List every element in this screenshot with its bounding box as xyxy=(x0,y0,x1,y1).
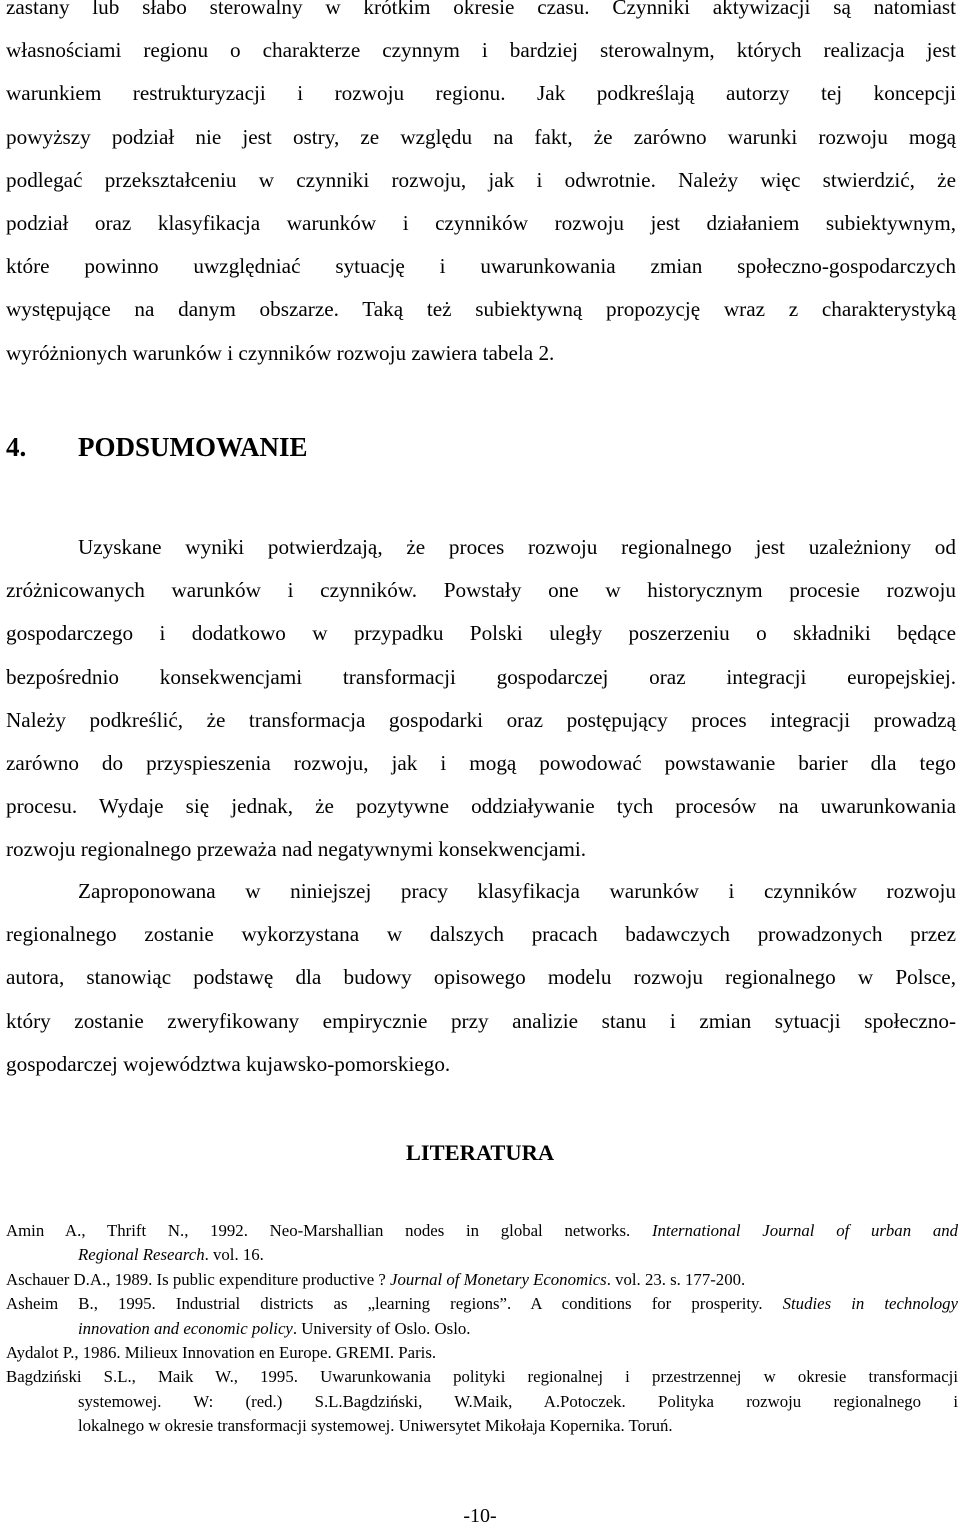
reference-item xyxy=(6,1268,958,1292)
reference-text: Aydalot P., 1986. Milieux Innovation en Europe. GREMI. Paris. xyxy=(6,1343,437,1363)
section-heading xyxy=(6,432,308,463)
text-line: wyróżnionych warunków i czynników rozwoju zawiera tabela 2. xyxy=(6,340,555,365)
text-line: podział oraz klasyfikacja warunków i czynników rozwoju jest działaniem subiektywnym, xyxy=(6,211,956,236)
section-number: 4. xyxy=(6,432,27,462)
text-line: Należy podkreślić, że transformacja gospodarki oraz postępujący proces integracji prowadzą xyxy=(6,707,956,732)
text-line: Uzyskane wyniki potwierdzają, że proces rozwoju regionalnego jest uzależniony od xyxy=(78,535,956,559)
reference-text: lokalnego w okresie transformacji systemowej. Uniwersytet Mikołaja Kopernika. Toruń. xyxy=(78,1416,673,1436)
text-line: gospodarczej województwa kujawsko-pomorskiego. xyxy=(6,1051,451,1076)
text-line: zróżnicowanych warunków i czynników. Powstały one w historycznym procesie rozwoju xyxy=(6,578,956,603)
text-line: zarówno do przyspieszenia rozwoju, jak i mogą powodować powstawanie barier dla tego xyxy=(6,751,956,776)
literature-heading: LITERATURA xyxy=(405,1140,555,1165)
text-line: własnościami regionu o charakterze czynnym i bardziej sterowalnym, których realizacja jest xyxy=(6,38,956,63)
reference-text: . vol. 16. xyxy=(204,1245,264,1265)
text-line: bezpośrednio konsekwencjami transformacji gospodarczej oraz integracji europejskiej. xyxy=(6,664,956,689)
reference-journal: International Journal of urban and xyxy=(651,1221,958,1240)
text-line: regionalnego zostanie wykorzystana w dalszych pracach badawczych prowadzonych przez xyxy=(6,922,956,947)
text-line: zastany lub słabo sterowalny w krótkim okresie czasu. Czynniki aktywizacji są natomiast xyxy=(6,0,956,19)
text-line: warunkiem restrukturyzacji i rozwoju regionu. Jak podkreślają autorzy tej koncepcji xyxy=(6,81,956,106)
section-title: PODSUMOWANIE xyxy=(78,432,308,462)
reference-text: Bagdziński S.L., Maik W., 1995. Uwarunkowania polityki regionalnej i przestrzennej w okresie transformacji xyxy=(6,1367,958,1387)
text-line: rozwoju regionalnego przeważa nad negatywnymi konsekwencjami. xyxy=(6,837,587,862)
reference-item xyxy=(6,1219,958,1268)
reference-item xyxy=(6,1292,958,1341)
reference-text: Amin A., Thrift N., 1992. Neo-Marshallian nodes in global networks. xyxy=(6,1221,652,1240)
reference-text: . University of Oslo. Oslo. xyxy=(292,1318,471,1338)
reference-text: systemowej. W: (red.) S.L.Bagdziński, W.Maik, A.Potoczek. Polityka rozwoju regionalnego i xyxy=(78,1391,958,1411)
paragraph-summary xyxy=(6,526,956,872)
text-line: powyższy podział nie jest ostry, ze względu na fakt, że zarówno warunki rozwoju mogą xyxy=(6,124,956,149)
reference-journal: Studies in technology xyxy=(782,1294,958,1314)
text-line: które powinno uwzględniać sytuację i uwarunkowania zmian społeczno-gospodarczych xyxy=(6,254,956,279)
paragraph-conclusion xyxy=(6,870,956,1086)
text-line: gospodarczego i dodatkowo w przypadku Polski uległy poszerzeniu o składniki będące xyxy=(6,621,956,646)
text-line: podlegać przekształceniu w czynniki rozwoju, jak i odwrotnie. Należy więc stwierdzić, że xyxy=(6,167,956,192)
reference-list xyxy=(6,1219,958,1439)
reference-text: Asheim B., 1995. Industrial districts as „learning regions”. A conditions for prosperity. xyxy=(6,1294,783,1314)
reference-item xyxy=(6,1365,958,1438)
text-line: Zaproponowana w niniejszej pracy klasyfikacja warunków i czynników rozwoju xyxy=(78,879,956,903)
reference-journal: Regional Research xyxy=(78,1245,205,1265)
reference-journal: Journal of Monetary Economics xyxy=(390,1269,607,1289)
paragraph-continued xyxy=(6,0,956,375)
reference-item xyxy=(6,1341,958,1365)
reference-text: . vol. 23. s. 177-200. xyxy=(606,1269,746,1289)
page-number: -10- xyxy=(463,1505,497,1527)
reference-text: Aschauer D.A., 1989. Is public expenditure productive ? xyxy=(6,1269,390,1289)
text-line: występujące na danym obszarze. Taką też subiektywną propozycję wraz z charakterystyką xyxy=(6,297,956,322)
text-line: który zostanie zweryfikowany empirycznie przy analizie stanu i zmian sytuacji społeczno- xyxy=(6,1008,956,1033)
text-line: autora, stanowiąc podstawę dla budowy opisowego modelu rozwoju regionalnego w Polsce, xyxy=(6,965,956,990)
text-line: procesu. Wydaje się jednak, że pozytywne oddziaływanie tych procesów na uwarunkowania xyxy=(6,794,956,819)
reference-journal: innovation and economic policy xyxy=(78,1318,293,1338)
